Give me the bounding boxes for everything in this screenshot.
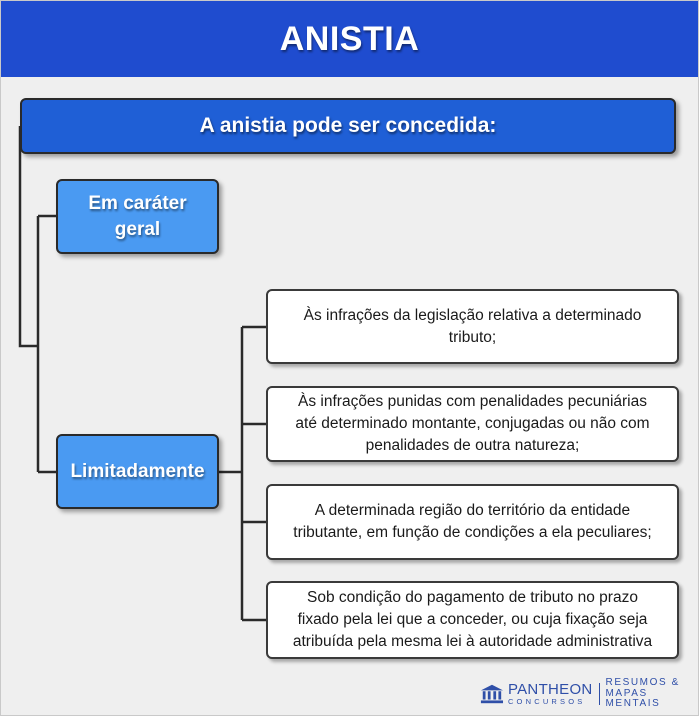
logo-subname: CONCURSOS (507, 697, 586, 706)
branch-limited-label: Limitadamente (70, 460, 205, 482)
branch-general (56, 179, 219, 254)
item-box-1 (266, 289, 679, 364)
brand-logo (480, 678, 699, 710)
logo-tagline-2: MAPAS MENTAIS (605, 687, 661, 709)
item-3-line1: A determinada região do território da entidade (314, 502, 631, 519)
branch-limited (56, 434, 219, 509)
logo-tagline-1: RESUMOS & (605, 677, 680, 688)
item-2-line3: penalidades de outra natureza; (365, 437, 580, 454)
item-1-line1: Às infrações da legislação relativa a determinado (303, 306, 642, 324)
item-box-2 (266, 386, 679, 462)
item-4-line3: atribuída pela mesma lei à autoridade administrativa (292, 633, 653, 650)
item-box-3 (266, 484, 679, 560)
connector-heading-trunk (20, 126, 38, 346)
branch-general-line1: Em caráter (88, 192, 187, 214)
logo-name: PANTHEON (507, 681, 593, 698)
temple-icon (480, 683, 504, 705)
item-2-line2: até determinado montante, conjugadas ou não com (295, 415, 650, 432)
logo-divider (599, 683, 600, 705)
item-3-line2: tributante, em função de condições a ela peculiares; (293, 524, 652, 541)
branch-general-line2: geral (114, 218, 161, 240)
item-4-line2: fixado pela lei que a conceder, ou cuja fixação seja (297, 611, 648, 628)
item-2-line1: Às infrações punidas com penalidades pecuniárias (298, 393, 647, 410)
item-4-line1: Sob condição do pagamento de tributo no prazo (307, 589, 638, 606)
heading-text: A anistia pode ser concedida: (199, 114, 497, 137)
item-box-4 (266, 581, 679, 659)
item-1-line2: tributo; (448, 328, 497, 346)
page-title: ANISTIA (1, 1, 698, 77)
heading-box (20, 98, 676, 154)
